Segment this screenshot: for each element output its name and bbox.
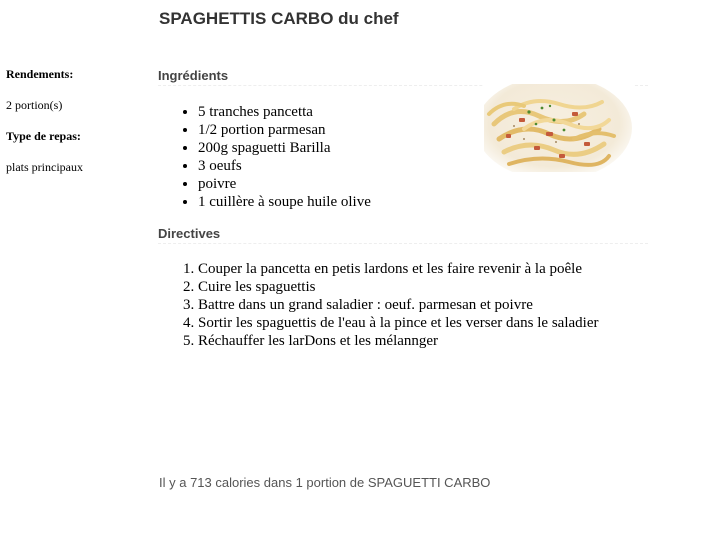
yield-value: 2 portion(s)	[6, 98, 63, 112]
ingredients-list	[158, 103, 371, 211]
ingredient-item: • 5 tranches pancetta	[198, 103, 371, 121]
direction-step: 1. Couper la pancetta en petis lardons et les faire revenir à la poêle	[198, 260, 598, 278]
ingredient-item: • 1 cuillère à soupe huile olive	[198, 193, 371, 211]
ingredient-item: • 1/2 portion parmesan	[198, 121, 371, 139]
directions-list	[158, 260, 598, 350]
calories-note: Il y a 713 calories dans 1 portion de SPAGUETTI CARBO	[159, 475, 491, 490]
ingredients-heading: Ingrédients	[158, 68, 648, 86]
ingredient-item: • poivre	[198, 175, 371, 193]
meal-type-value: plats principaux	[6, 160, 83, 174]
recipe-title: SPAGHETTIS CARBO du chef	[159, 9, 399, 28]
ingredient-item: • 3 oeufs	[198, 157, 371, 175]
pasta-photo	[484, 84, 634, 172]
direction-step: 2. Cuire les spaguettis	[198, 278, 598, 296]
direction-step: 3. Battre dans un grand saladier : oeuf. parmesan et poivre	[198, 296, 598, 314]
direction-step: 5. Réchauffer les larDons et les mélannger	[198, 332, 598, 350]
meal-type-label: Type de repas:	[6, 129, 81, 143]
directions-heading: Directives	[158, 226, 648, 244]
yield-label: Rendements:	[6, 67, 74, 81]
direction-step: 4. Sortir les spaguettis de l'eau à la pince et les verser dans le saladier	[198, 314, 598, 332]
recipe-meta-sidebar	[6, 67, 146, 191]
ingredient-item: • 200g spaguetti Barilla	[198, 139, 371, 157]
